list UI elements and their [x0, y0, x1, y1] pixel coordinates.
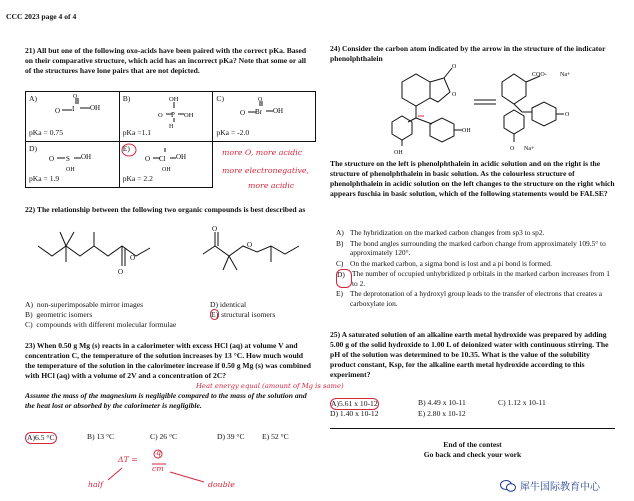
q24-option-e[interactable]: E) The deprotonation of a hydroxyl group leads to the transfer of electrons that creates a carboxylate ion.: [336, 289, 603, 308]
q22-compound-1: [30, 226, 180, 286]
q21-a-pka: pKa = 0.75: [29, 128, 64, 137]
watermark: 犀牛国际教育中心: [500, 478, 600, 493]
svg-text:O: O: [247, 241, 253, 249]
footer-check: Go back and check your work: [423, 450, 522, 459]
chat-bubble-icon: [500, 479, 516, 493]
svg-text:Na+: Na+: [524, 146, 535, 152]
molecule-a: [54, 96, 104, 122]
q25-answer-a[interactable]: A)5.61 x 10-12: [331, 399, 378, 408]
q24-option-b[interactable]: B) The bond angles surrounding the marked carbon change from approximately 109.5° to approximately 120°.: [336, 238, 606, 257]
q21-note-2: more electronegative,: [222, 166, 309, 175]
svg-text:OH: OH: [161, 167, 171, 173]
q23-hw-q: q: [156, 448, 161, 457]
svg-text:OH: OH: [81, 153, 92, 161]
footer-divider: [330, 428, 615, 429]
q23-assume: Assume the mass of the magnesium is negligible compared to the mass of the solution and the heat lost or absorbed by the calorimeter is negligible.: [25, 391, 307, 410]
q25-stem: 25) A saturated solution of an alkaline earth metal hydroxide was prepared by adding 5.00 g of the solid hydroxide to 1.00 L of deionized water with continuous stirring. The pH of the solution was determined to be 10.35. What is the value of the solubility product constant, Ksp, for the alkaline earth metal hydroxide according to this experiment?: [330, 330, 609, 379]
q22-compound-2: [195, 226, 315, 286]
q21-c-letter: C): [216, 94, 224, 103]
q23-hw-arrows: [100, 450, 220, 490]
q25-answers: [330, 398, 615, 420]
molecule-c: [239, 98, 299, 124]
q21-e-pka: pKa = 2.2: [122, 174, 153, 183]
q25-answer-b[interactable]: B) 4.49 x 10-11: [418, 398, 466, 407]
q21-d-pka: pKa = 1.9: [29, 174, 60, 183]
svg-text:O: O: [452, 64, 457, 70]
svg-text:O: O: [452, 92, 457, 98]
q23-hw-cm: cm: [152, 464, 164, 473]
svg-text:O: O: [130, 254, 136, 262]
q22-opt-a[interactable]: A) non-superimposable mirror images: [25, 300, 144, 309]
svg-text:OH: OH: [90, 104, 101, 112]
svg-text:I: I: [72, 105, 75, 113]
q22-opt-e[interactable]: E) structural isomers: [211, 310, 276, 319]
q23-answer-e[interactable]: E) 52 °C: [262, 432, 289, 441]
svg-text:OH: OH: [273, 107, 284, 115]
phenolphthalein-structures: [372, 64, 622, 156]
q21-stem: 21) All but one of the following oxo-acids have been paired with the correct pKa. Based on their comparative structure, which acid has an incorrect pKa? Note that some or all of the structures have lone pairs that are not depicted.: [25, 46, 307, 75]
q22-opt-b[interactable]: B) geometric isomers: [25, 310, 93, 319]
svg-text:H: H: [168, 124, 174, 130]
molecule-b: [152, 94, 202, 130]
q24-option-a[interactable]: A) The hybridization on the marked carbon changes from sp3 to sp2.: [336, 228, 545, 237]
q23-note: Heat energy equal (amount of Mg is same): [196, 382, 344, 390]
q24-option-d[interactable]: D) The number of occupied unhybridized p orbitals in the marked carbon increases from 1 to 2.: [337, 269, 610, 288]
q21-b-letter: B): [122, 94, 131, 103]
q21-note-3: more acidic: [248, 181, 295, 190]
svg-text:O: O: [55, 107, 61, 115]
q21-d-letter: D): [29, 144, 38, 153]
svg-text:OH: OH: [394, 150, 403, 156]
q21-cell-d[interactable]: [26, 142, 120, 188]
molecule-e: [144, 146, 204, 172]
q23-hw-half: half: [88, 480, 104, 489]
svg-text:OH: OH: [462, 128, 471, 134]
svg-text:O: O: [258, 97, 263, 103]
svg-text:O: O: [144, 155, 150, 163]
q22-stem: 22) The relationship between the following two organic compounds is best described as: [25, 205, 306, 214]
svg-text:OH: OH: [66, 167, 75, 173]
q23-answer-a[interactable]: A)6.5 °C: [27, 433, 55, 442]
q21-e-letter: E): [122, 144, 130, 153]
q22-opt-c[interactable]: C) compounds with different molecular formulae: [25, 320, 177, 329]
q23-hw-dt: ΔT =: [118, 455, 138, 464]
q21-cell-b[interactable]: [119, 92, 213, 142]
q23-answer-b[interactable]: B) 13 °C: [87, 432, 115, 441]
q25-answer-c[interactable]: C) 1.12 x 10-11: [498, 398, 546, 407]
svg-text:Na+: Na+: [560, 72, 571, 78]
q25-answer-d[interactable]: D) 1.40 x 10-12: [330, 409, 379, 418]
q21-note-1: more O, more acidic: [222, 148, 303, 157]
footer-end: End of the contest: [443, 440, 502, 449]
page-label: CCC 2023 page 4 of 4: [6, 12, 77, 21]
q24-stem: 24) Consider the carbon atom indicated by the arrow in the structure of the indicator phenolphthalein: [330, 44, 606, 63]
svg-text:P: P: [170, 111, 175, 119]
q23-answer-d[interactable]: D) 39 °C: [217, 432, 245, 441]
answer-circle-e: [120, 142, 140, 160]
svg-text:COO-: COO-: [532, 72, 547, 78]
q25-answer-e[interactable]: E) 2.80 x 10-12: [418, 409, 466, 418]
svg-text:O: O: [565, 112, 570, 118]
svg-text:OH: OH: [168, 96, 179, 103]
q21-cell-e[interactable]: [119, 142, 213, 188]
svg-text:O: O: [73, 94, 78, 100]
q22-opt-d[interactable]: D) identical: [210, 300, 247, 309]
svg-text:O: O: [510, 146, 515, 152]
svg-text:O: O: [118, 268, 124, 276]
q23-hw-double: double: [208, 480, 235, 489]
q24-description: The structure on the left is phenolphthalein in acidic solution and on the right is the structure of phenolphthalein in basic solution. As the colourless structure of phenolphthalein in acidic solution on the left changes to the structure on the right which appears fuschia in basic solution, which of the following statements would be FALSE?: [330, 159, 615, 198]
svg-text:S: S: [66, 155, 70, 163]
svg-text:Br: Br: [255, 108, 263, 116]
q24-options: [336, 228, 611, 308]
q21-cell-a[interactable]: [26, 92, 120, 142]
svg-text:O: O: [240, 109, 246, 117]
q24-option-c[interactable]: C) On the marked carbon, a sigma bond is lost and a pi bond is formed.: [336, 258, 552, 268]
q21-a-letter: A): [29, 94, 38, 103]
svg-text:O: O: [157, 112, 163, 119]
q23-stem: 23) When 0.50 g Mg (s) reacts in a calorimeter with excess HCl (aq) at volume V and concentration C, the temperature of the solution increases by 13 °C. How much would the temperature of the solution in the calorimeter increase if 0.50 g Mg (s) was combined with HCl (aq) with a volume of 2V and a concentration of 2C?: [25, 341, 311, 380]
q21-b-pka: pKa =1.1: [122, 128, 152, 137]
q21-c-pka: pKa = -2.0: [216, 128, 250, 137]
svg-text:O: O: [49, 155, 55, 163]
svg-text:OH: OH: [175, 153, 186, 161]
molecule-d: [48, 146, 108, 172]
q23-answer-c[interactable]: C) 26 °C: [150, 432, 178, 441]
svg-text:O: O: [212, 225, 218, 233]
svg-text:OH: OH: [183, 112, 194, 119]
q21-cell-c[interactable]: [213, 92, 316, 142]
svg-text:Cl: Cl: [158, 155, 166, 163]
